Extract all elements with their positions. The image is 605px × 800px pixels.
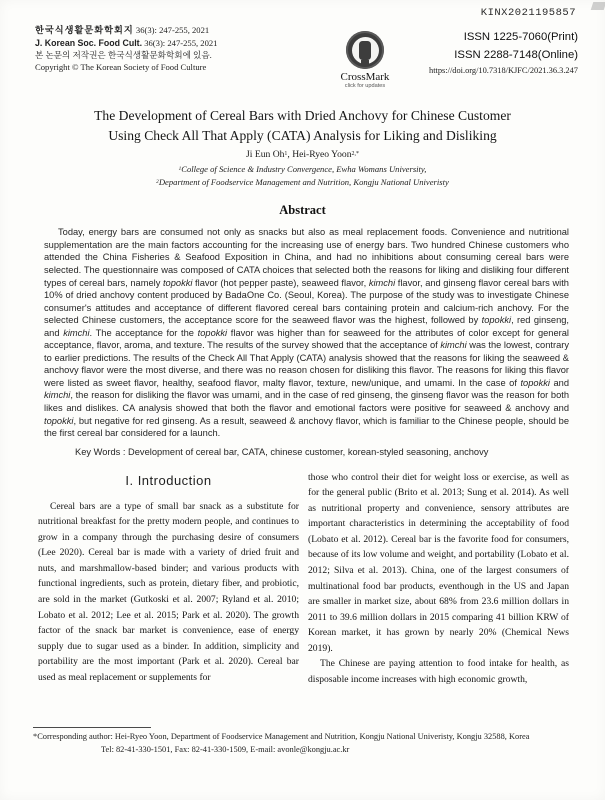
doi-link[interactable]: https://doi.org/10.7318/KJFC/2021.36.3.247 [429,66,578,75]
left-column [38,470,299,688]
title-block [0,106,605,189]
footnote-line-1: *Corresponding author: Hei-Ryeo Yoon, Department of Foodservice Management and Nutrition, Kongju National Univeristy, Kongju 32588, Korea [33,732,530,741]
author-2: Hei-Ryeo Yoon [292,149,352,161]
journal-title-korean: 한국식생활문화학회지 36(3): 247-255, 2021 [35,25,210,35]
issn-online: ISSN 2288-7148(Online) [454,48,578,61]
introduction-paragraph-right-2: The Chinese are paying attention to food intake for health, as disposable income increases with high economic growth, [308,658,569,685]
page-header [0,0,605,100]
introduction-paragraph-left: Cereal bars are a type of small bar snack as a substitute for nutritional breakfast for the pretty modern people, and continues to grow in a company through the purchasing desire of consumers (Lee 2020). Cereal bar is made with a variety of dried fruit and nuts, and marshmallow-based binder; and various products with functional ingredients, such as protein, dietary fiber, and probiotic, are sold in the market (Gutkoski et al. 2007; Ryland et al. 2010; Lobato et al. 2012; Lee et al. 2015; Park et al. 2020). The growth factor of the snack bar market is convenience, ease of energy supply due to sugar used as a binder. In addition, simplicity and portability are the most important (Park et al. 2020). Cereal bar used as meal replacement or supplements for [38,500,299,683]
keywords-value: Development of cereal bar, CATA, chinese customer, korean-styled seasoning, anchovy [128,446,489,457]
copyright-korean: 본 논문의 저작권은 한국식생활문화학회에 있음. [35,50,212,61]
journal-info-block [35,24,217,73]
authors-line: Ji Eun Oh$^1$, Hei-Ryeo Yoon$^{2,*}$ [246,149,359,161]
introduction-heading: I. Introduction [125,472,212,488]
author-1: Ji Eun Oh [246,149,285,161]
title-line-1: The Development of Cereal Bars with Dried Anchovy for Chinese Customer [94,108,511,123]
issn-print: ISSN 1225-7060(Print) [463,31,578,43]
title-line-2: Using Check All That Apply (CATA) Analysis for Liking and Disliking [108,127,497,143]
abstract-text: Today, energy bars are consumed not only as snacks but also as meal replacement foods. Convenience and nutritional supplementation are the main factors accounting for the increasing use of energy bars. Two hundred Chinese customers who attended the China Fisheries & Seafood Exposition in China, and had no inhibitions about consuming cereal bars were selected. The questionnaire was composed of CATA choices that selected both the reasons for liking and disliking four different types of cereal bars, namely topokki flavor (hot pepper paste), seaweed flavor, kimchi flavor, and ginseng flavor cereal bars with 10% of dried anchovy content produced by BadaOne Co. (Seoul, Korea). The purpose of the study was to investigate Chinese consumer's attitudes and acceptance of different flavored cereal bars containing protein and calcium-rich anchovy. For the selected Chinese customers, the acceptance score for the seaweed flavor was the highest, followed by topokki, red ginseng, and kimchi. The acceptance for the topokki flavor was higher than for seaweed for the attributes of color except for general acceptance, flavor, aroma, and texture. The results of the survey showed that the acceptance of kimchi was the lowest, contrary to earlier predictions. The results of the Check All That Apply (CATA) analysis showed that the reasons for liking the seaweed & anchovy flavor were the most diverse, and there was no reason chosen for disliking this flavor. The reasons for liking this flavor were listed as sweet flavor, healthy, seafood flavor, malty flavor, texture, new/unique, and umami. In the case of topokki and kimchi, the reason for disliking the flavor was umami, and in the case of red ginseng, the ginseng flavor was the reason for both likes and dislikes. CA analysis showed that both the flavor and emotional factors were positive for seaweed & anchovy and topokki, but negative for red ginseng. As a result, seaweed & anchovy flavor, which is familiar to the Chinese people, should be the first cereal bar considered for a launch. [44,227,570,439]
kinx-id: KINX2021195857 [480,7,576,19]
crossmark-badge[interactable] [332,31,398,89]
copyright-english: Copyright © The Korean Society of Food Culture [35,62,207,73]
right-column [308,470,569,688]
abstract-heading: Abstract [279,203,326,218]
introduction-paragraph-right-1: those who control their diet for weight loss or exercise, as well as for the general public (Brito et al. 2013; Sung et al. 2014). As well as nutritional property and convenience, sensory attributes are important characteristics in determining the acceptability of food (Lobato et al. 2012). Cereal bar is the favorite food for consumers, because of its low volume and weight, and portability (Lobato et al. 2012; Silva et al. 2013). China, one of the largest consumers of multinational food bar products, eventhough in the US and Japan are smaller in market size, about 68% from 23.6 million dollars in 2011 to 39.6 million dollars in 2015 comparing 41 billion KRW of Korean market, it has grown by nearly 20% (Chemical News 2019). [308,471,569,654]
crossmark-label: CrossMark [340,71,390,83]
crossmark-icon [346,31,384,69]
affiliation-2: $^2$Department of Foodservice Management and Nutrition, Kongju National Univeristy [156,177,449,188]
footnote-divider [33,727,151,728]
issn-block [429,29,578,75]
crossmark-sublabel: click for updates [344,83,386,89]
scan-artifact [591,2,605,10]
keywords-label: Key Words : [75,446,129,457]
body-columns [38,470,569,688]
affiliation-1: $^1$College of Science & Industry Convergence, Ewha Womans University, [178,164,427,175]
affiliations [0,163,605,189]
corresponding-author-footnote [33,727,577,756]
keywords-line [75,447,569,457]
footnote-line-2: Tel: 82-41-330-1501, Fax: 82-41-330-1509, E-mail: avonle@kongju.ac.kr [101,744,350,754]
page-title [0,106,605,145]
journal-title-english: J. Korean Soc. Food Cult. 36(3): 247-255, 2021 [35,37,218,48]
